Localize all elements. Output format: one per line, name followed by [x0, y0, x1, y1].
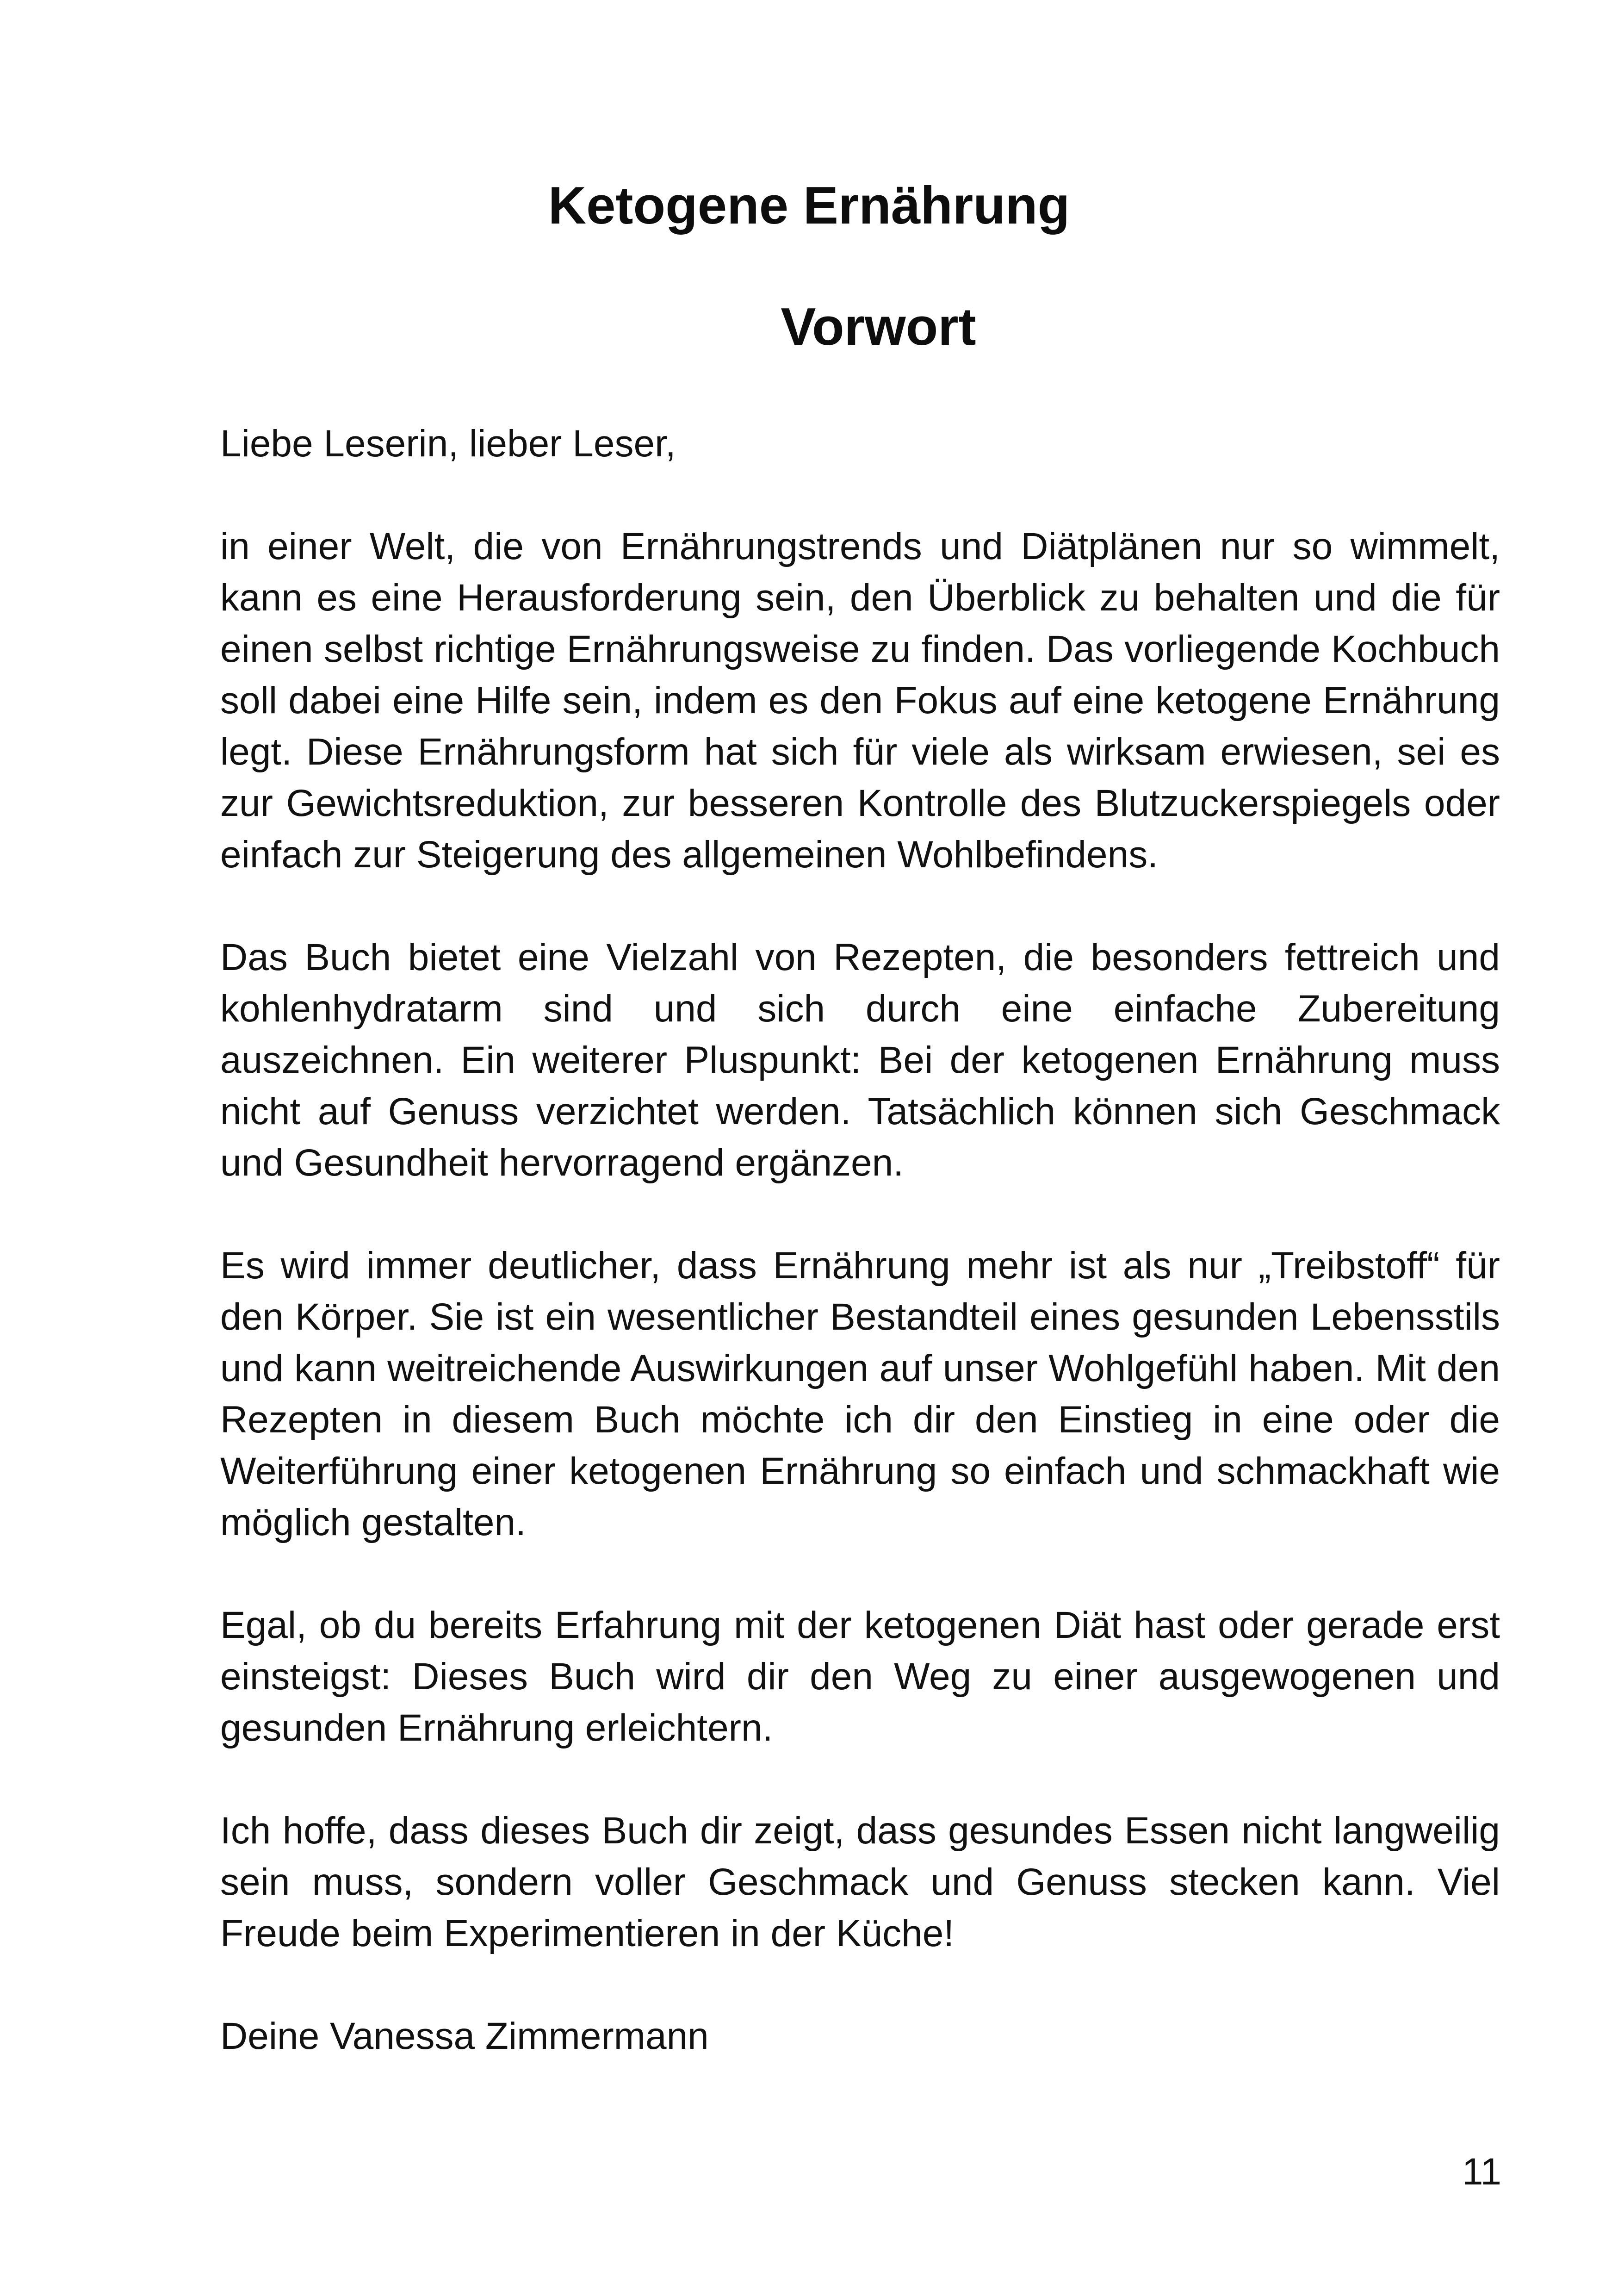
page-title: Ketogene Ernährung [548, 176, 1070, 235]
paragraph-2: Das Buch bietet eine Vielzahl von Rezepten, die besonders fettreich und kohlenhydratarm sind und sich durch eine einfache Zubereitung auszeichnen. Ein weiterer Pluspunkt: Bei der ketogenen Ernährung muss nicht auf Genuss verzichtet werden. Tatsächlich können sich Geschmack und Gesundheit hervorragend ergänzen. [220, 936, 1500, 1184]
section-title: Vorwort [781, 298, 976, 356]
paragraph-1: in einer Welt, die von Ernährungstrends und Diätplänen nur so wimmelt, kann es eine Herausforderung sein, den Überblick zu behalten und die für einen selbst richtige Ernährungsweise zu finden. Das vorliegende Kochbuch soll dabei eine Hilfe sein, indem es den Fokus auf eine ketogene Ernährung legt. Diese Ernährungsform hat sich für viele als wirksam erwiesen, sei es zur Gewichtsreduktion, zur besseren Kontrolle des Blutzuckerspiegels oder einfach zur Steigerung des allgemeinen Wohlbefindens. [220, 525, 1500, 876]
signature: Deine Vanessa Zimmermann [220, 2015, 709, 2057]
paragraph-4: Egal, ob du bereits Erfahrung mit der ketogenen Diät hast oder gerade erst einsteigst: Dieses Buch wird dir den Weg zu einer ausgewogenen und gesunden Ernährung erleichtern. [220, 1604, 1500, 1749]
foreword-content [220, 418, 1500, 2062]
paragraph-3: Es wird immer deutlicher, dass Ernährung mehr ist als nur „Treibstoff“ für den Körper. Sie ist ein wesentlicher Bestandteil eines gesunden Lebensstils und kann weitreichende Auswirkungen auf unser Wohlgefühl haben. Mit den Rezepten in diesem Buch möchte ich dir den Einstieg in eine oder die Weiterführung einer ketogenen Ernährung so einfach und schmackhaft wie möglich gestalten. [220, 1244, 1500, 1543]
page-number: 11 [1462, 2151, 1501, 2193]
greeting: Liebe Leserin, lieber Leser, [220, 423, 676, 465]
paragraph-5: Ich hoffe, dass dieses Buch dir zeigt, dass gesundes Essen nicht langweilig sein muss, sondern voller Geschmack und Genuss stecken kann. Viel Freude beim Experimentieren in der Küche! [220, 1810, 1500, 1954]
